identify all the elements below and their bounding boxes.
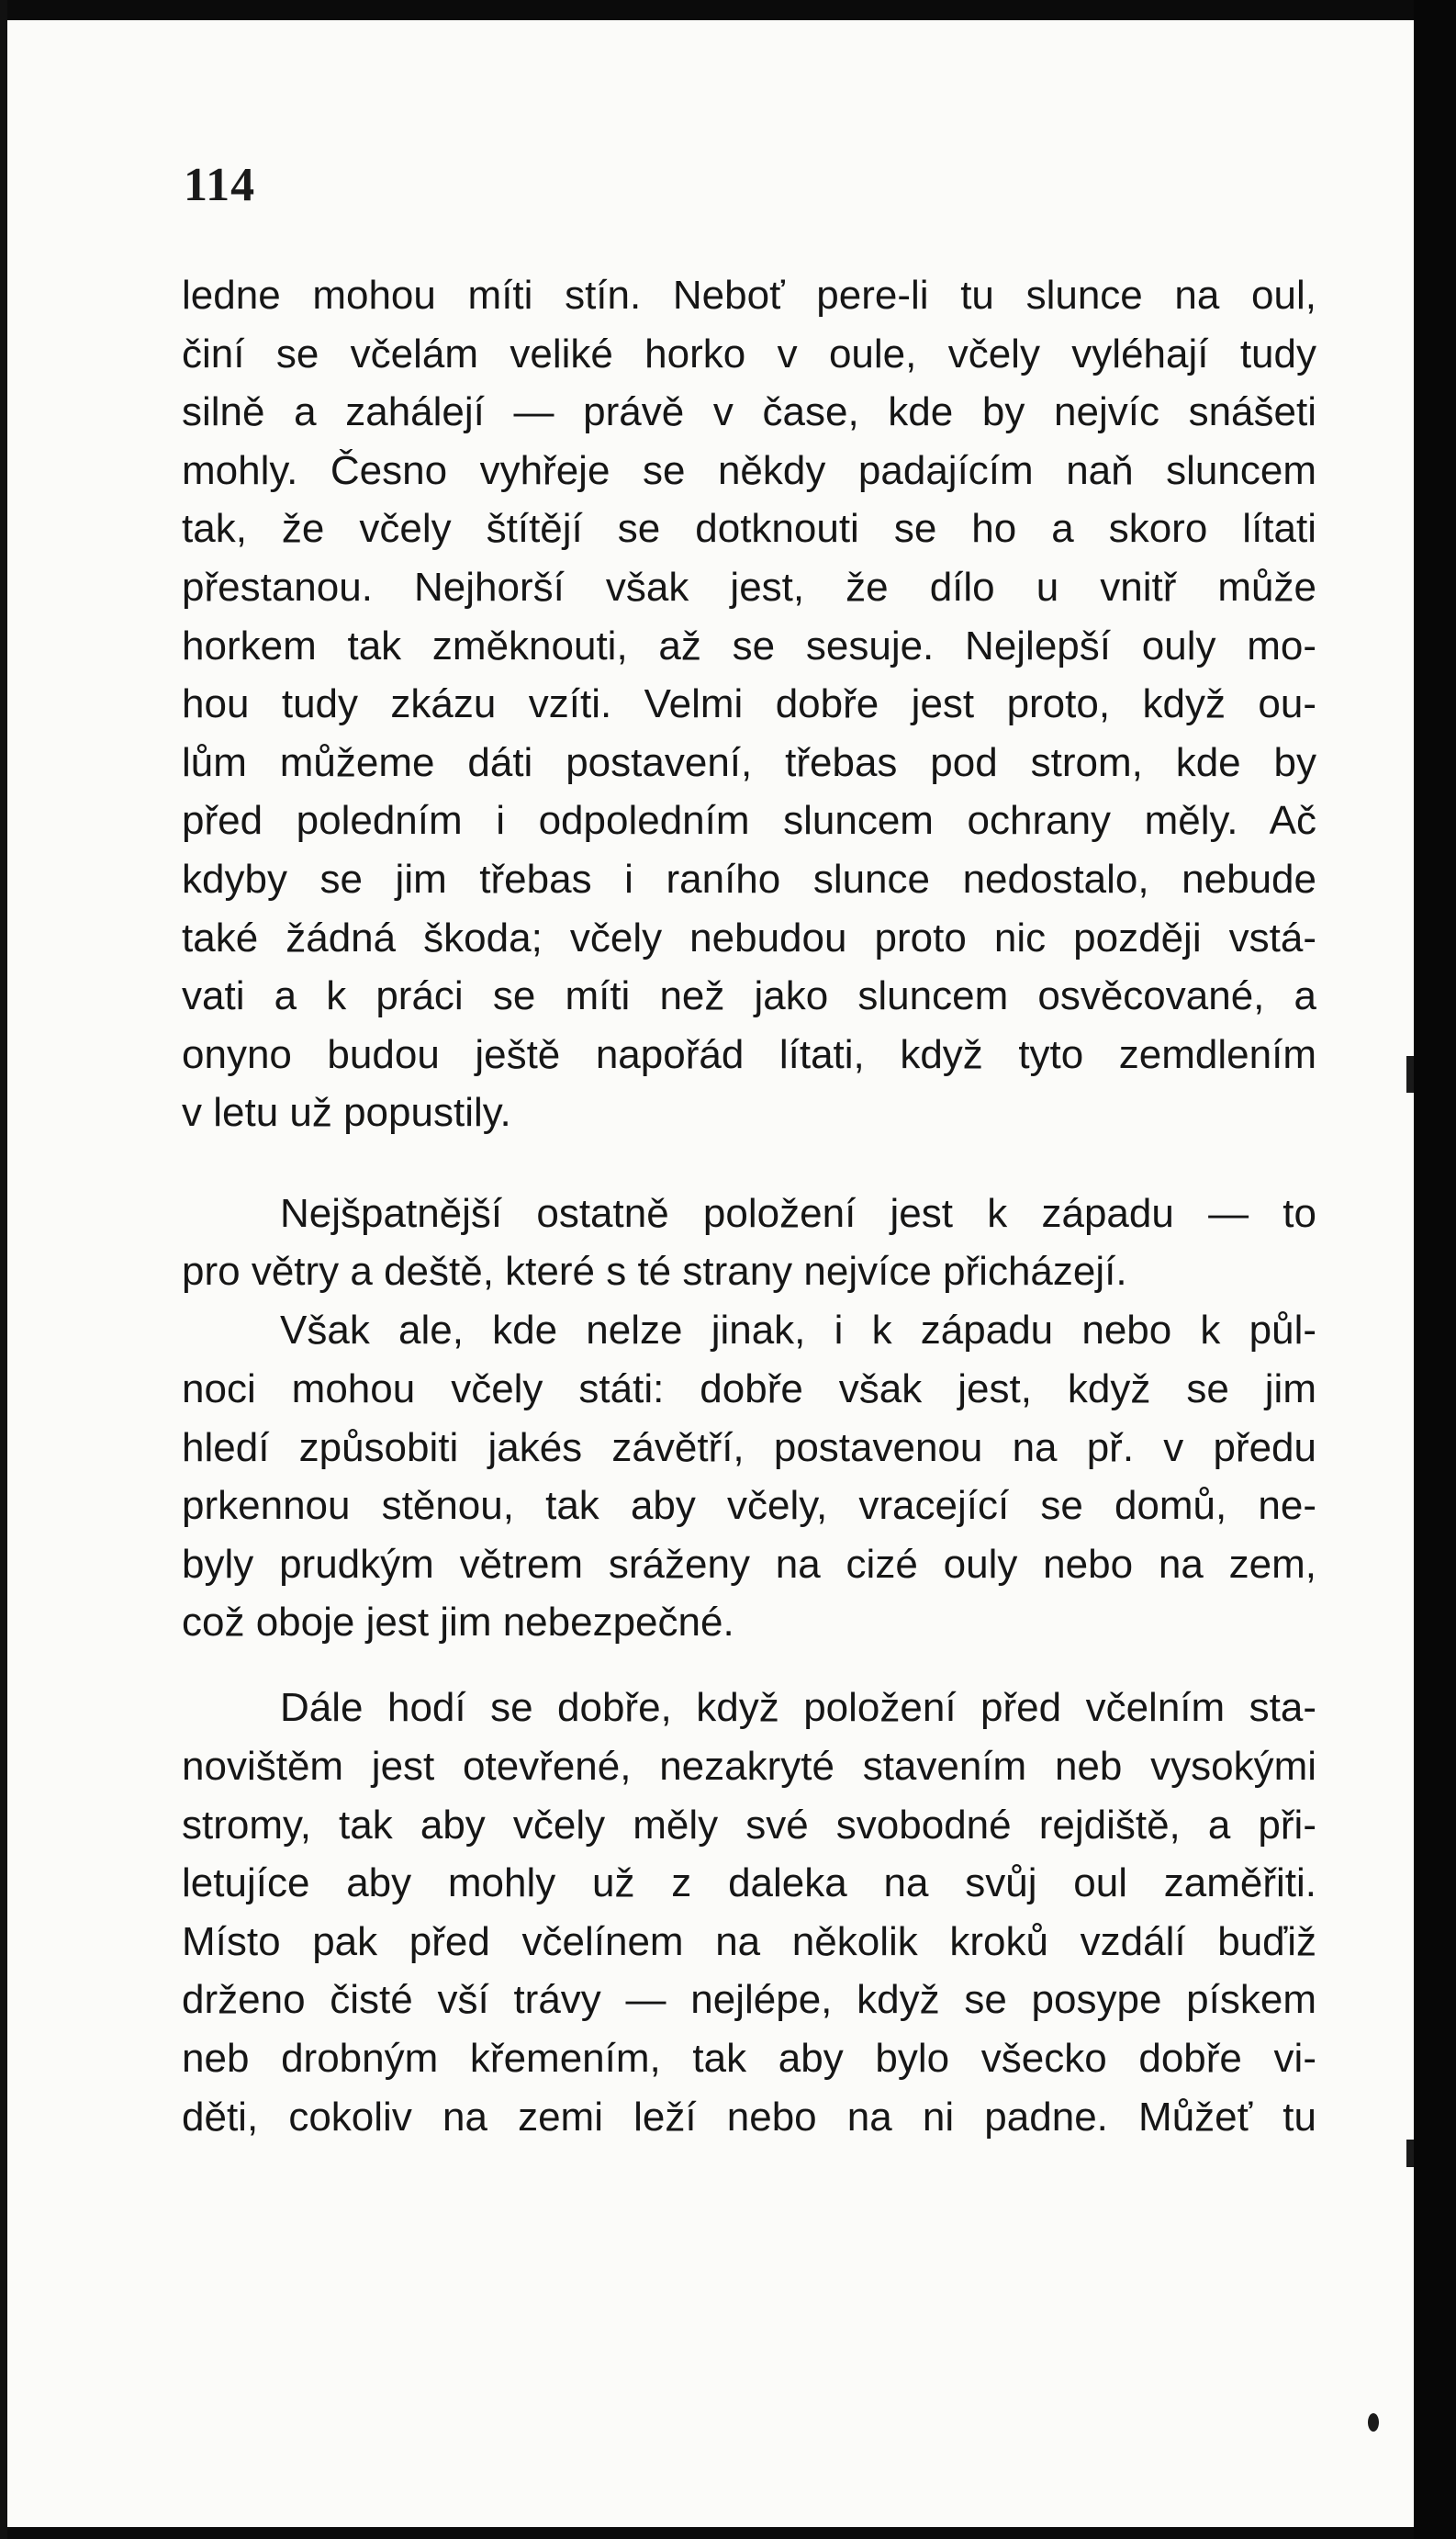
text-line: v letu už popustily. bbox=[182, 1090, 511, 1136]
paragraph-2-cont bbox=[182, 1242, 1316, 1301]
text-line: Nejšpatnější ostatně položení jest k západu — to bbox=[280, 1191, 1316, 1236]
text-line: tak, že včely štítějí se dotknouti se ho a skoro lítati bbox=[182, 506, 1316, 552]
paragraph-3-cont bbox=[182, 1360, 1316, 1652]
text-line: Dále hodí se dobře, když položení před včelním sta- bbox=[280, 1685, 1316, 1730]
text-line: letujíce aby mohly už z daleka na svůj oul zaměřiti. bbox=[182, 1860, 1316, 1906]
text-line: což oboje jest jim nebezpečné. bbox=[182, 1600, 734, 1646]
paragraph-4 bbox=[280, 1679, 1316, 1737]
text-line: horkem tak změknouti, až se sesuje. Nejlepší ouly mo- bbox=[182, 623, 1316, 668]
text-line: onyno budou ještě napořád lítati, když tyto zemdlením bbox=[182, 1031, 1316, 1077]
text-line: kdyby se jim třebas i raního slunce nedostalo, nebude bbox=[182, 856, 1316, 902]
text-line: vati a k práci se míti než jako sluncem osvěcované, a bbox=[182, 973, 1316, 1019]
text-line: lům můžeme dáti postavení, třebas pod strom, kde by bbox=[182, 739, 1316, 785]
text-line: stromy, tak aby včely měly své svobodné rejdiště, a při- bbox=[182, 1802, 1316, 1848]
text-line: silně a zahálejí — právě v čase, kde by nejvíc snášeti bbox=[182, 389, 1316, 435]
text-line: drženo čisté vší trávy — nejlépe, když se posype pískem bbox=[182, 1977, 1316, 2023]
text-line: pro větry a deště, které s té strany nejvíce přicházejí. bbox=[182, 1249, 1127, 1294]
text-line: činí se včelám veliké horko v oule, včely vyléhají tudy bbox=[182, 331, 1316, 376]
text-line: hledí způsobiti jakés závětří, postavenou na př. v předu bbox=[182, 1424, 1316, 1470]
paragraph-4-cont bbox=[182, 1737, 1316, 2146]
text-line: Místo pak před včelínem na několik kroků vzdálí buďiž bbox=[182, 1918, 1316, 1964]
ink-spot bbox=[1368, 2413, 1379, 2432]
text-line: také žádná škoda; včely nebudou proto nic později vstá- bbox=[182, 915, 1316, 961]
text-line: děti, cokoliv na zemi leží nebo na ni padne. Můžeť tu bbox=[182, 2094, 1316, 2140]
paragraph-1 bbox=[182, 266, 1316, 1142]
scan-edge-right bbox=[1414, 0, 1456, 2539]
margin-mark bbox=[1406, 1056, 1414, 1093]
text-line: Však ale, kde nelze jinak, i k západu nebo k půl- bbox=[280, 1308, 1316, 1353]
paragraph-3 bbox=[280, 1301, 1316, 1360]
text-line: noci mohou včely státi: dobře však jest, když se jim bbox=[182, 1366, 1316, 1411]
text-line: novištěm jest otevřené, nezakryté stavením neb vysokými bbox=[182, 1744, 1316, 1789]
text-line: byly prudkým větrem sráženy na cizé ouly nebo na zem, bbox=[182, 1541, 1316, 1587]
scan-edge-left bbox=[0, 0, 7, 2539]
text-line: přestanou. Nejhorší však jest, že dílo u vnitř může bbox=[182, 564, 1316, 610]
paragraph-2 bbox=[280, 1185, 1316, 1243]
text-line: prkennou stěnou, tak aby včely, vracející se domů, ne- bbox=[182, 1483, 1316, 1529]
text-line: před poledním i odpoledním sluncem ochrany měly. Ač bbox=[182, 798, 1316, 844]
margin-mark bbox=[1406, 2140, 1414, 2167]
text-line: mohly. Česno vyhřeje se někdy padajícím naň sluncem bbox=[182, 447, 1316, 493]
text-line: neb drobným křemením, tak aby bylo všecko dobře vi- bbox=[182, 2035, 1316, 2081]
text-line: ledne mohou míti stín. Neboť pere-li tu slunce na oul, bbox=[182, 273, 1316, 318]
text-line: hou tudy zkázu vzíti. Velmi dobře jest proto, když ou- bbox=[182, 681, 1316, 727]
page-number: 114 bbox=[184, 159, 256, 211]
